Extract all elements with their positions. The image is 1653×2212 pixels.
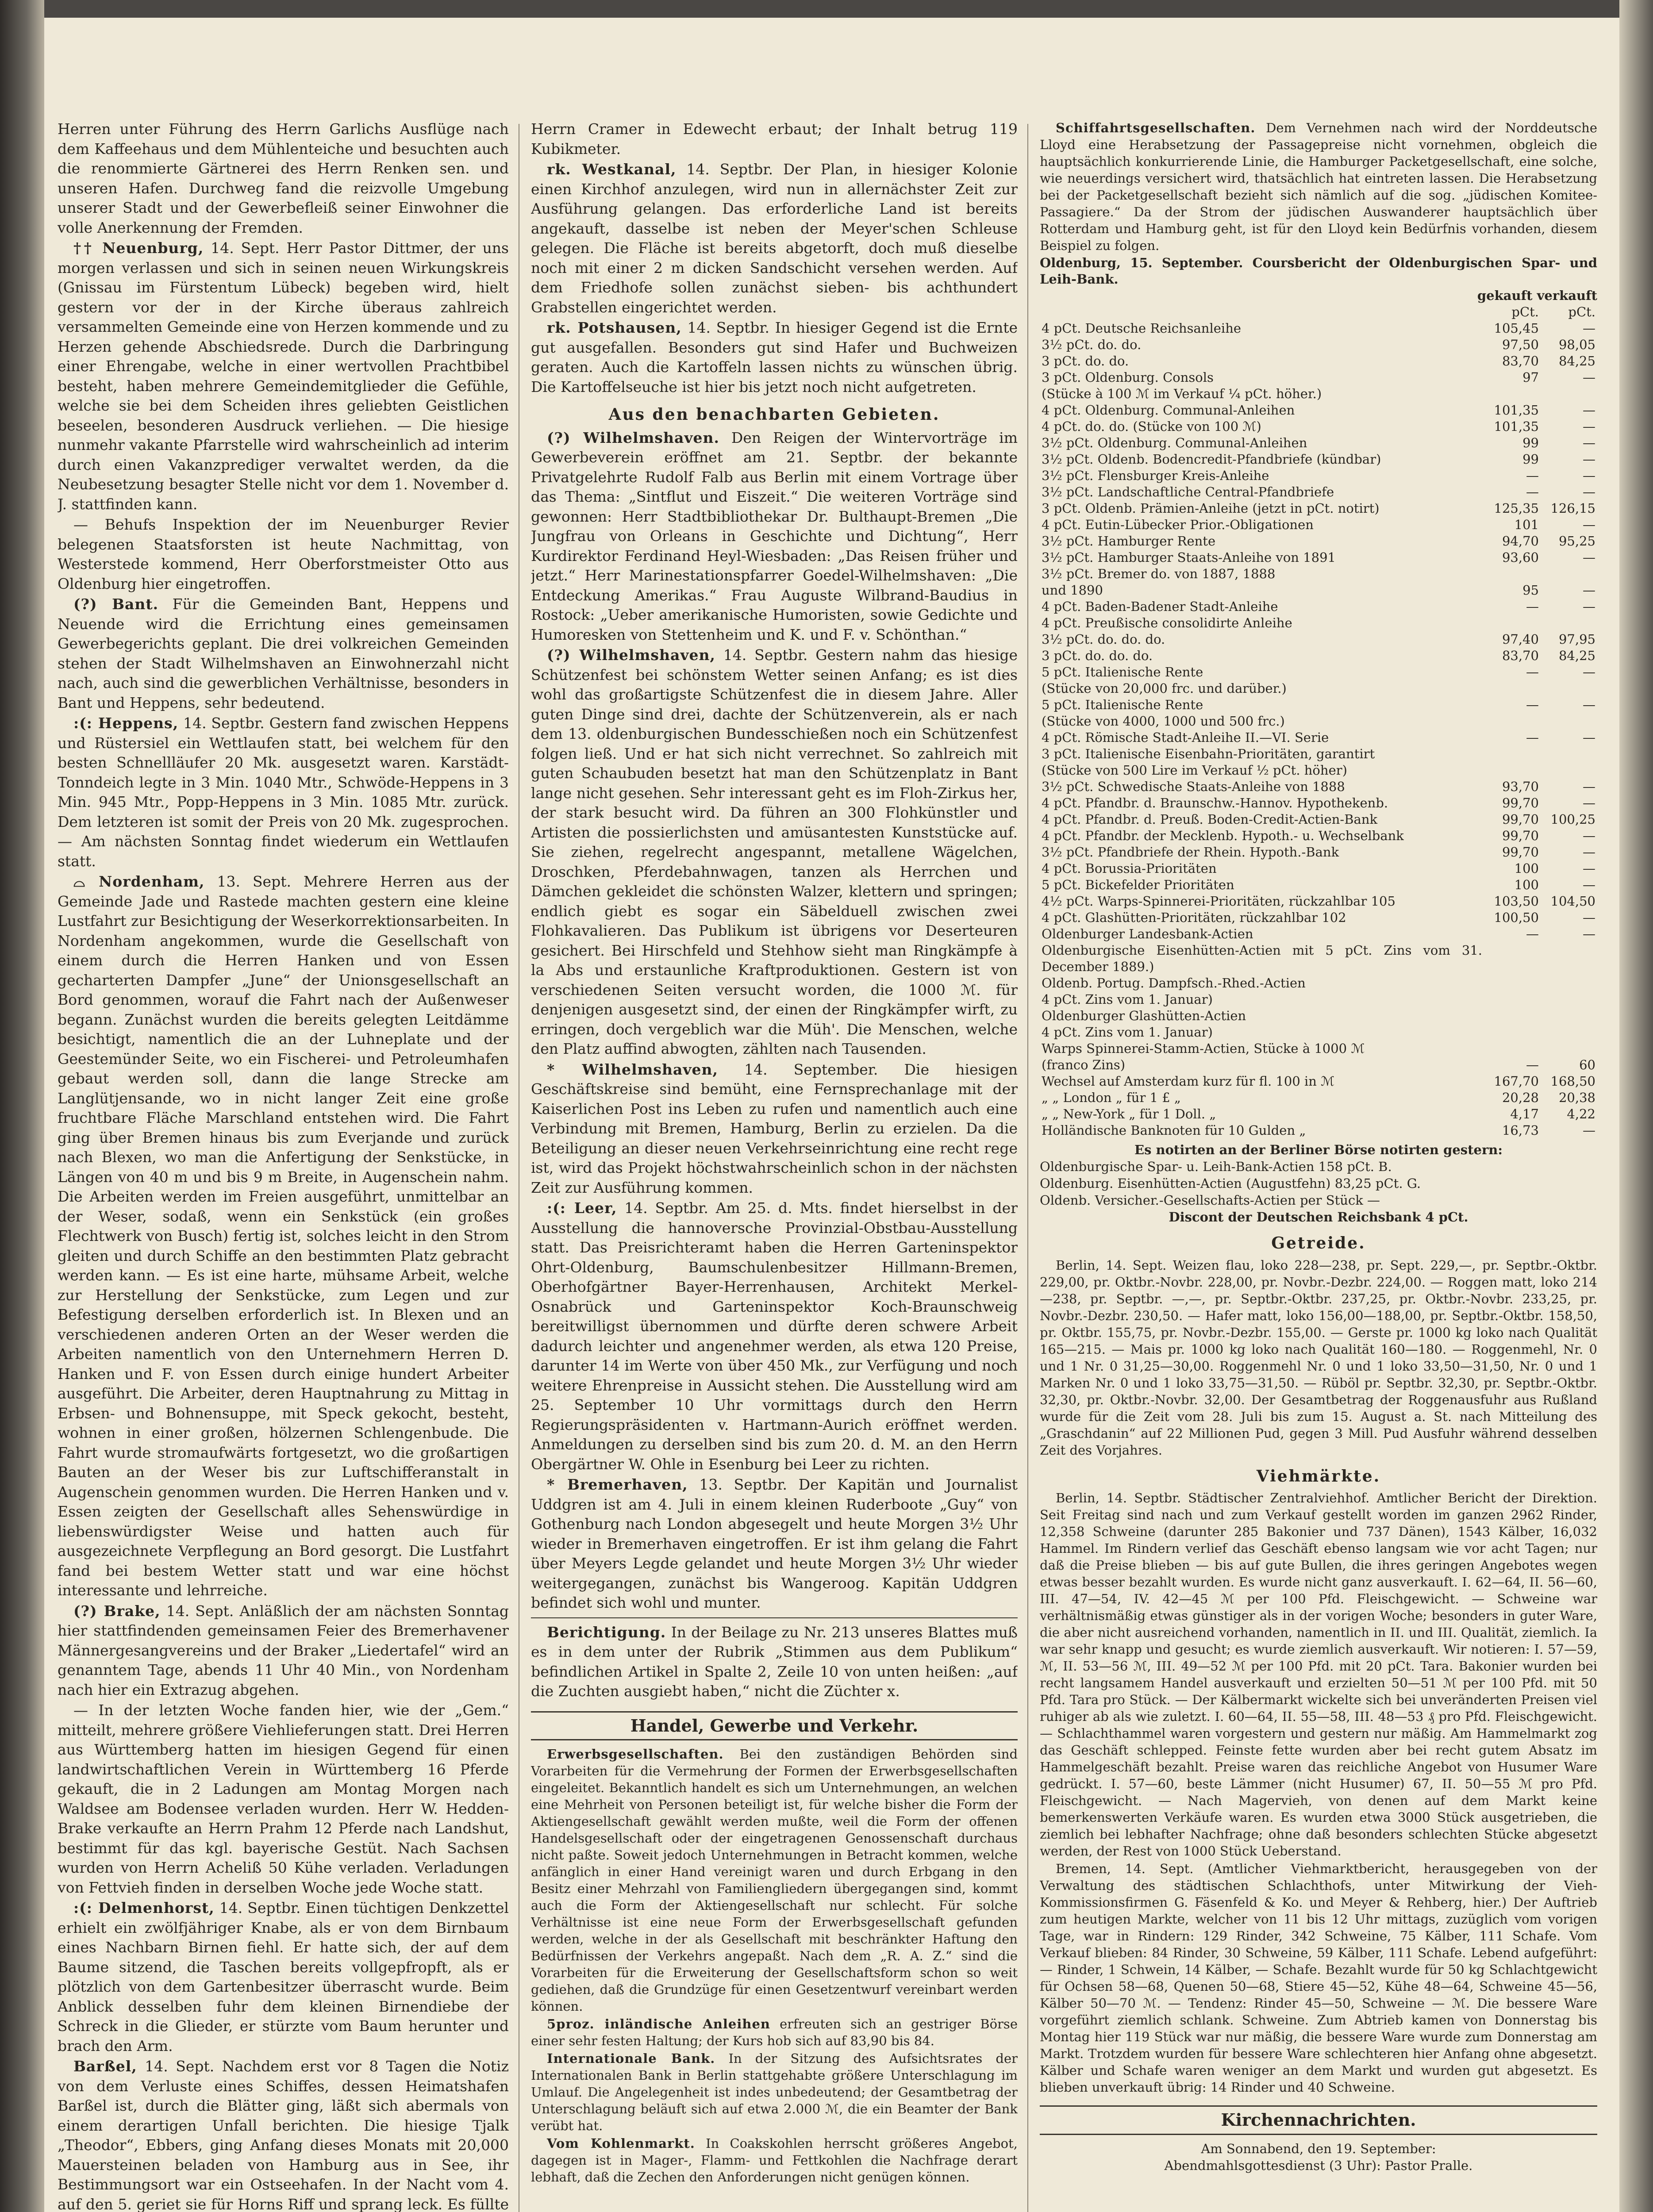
table-row xyxy=(1040,975,1597,991)
table-row xyxy=(1040,631,1597,648)
sold-rate xyxy=(1541,386,1597,402)
security-name: Holländische Banknoten für 10 Gulden „ xyxy=(1042,1123,1306,1138)
dateline: * Wilhelmshaven, xyxy=(547,1060,718,1078)
bought-rate: 97,50 xyxy=(1502,337,1539,352)
dateline: (?) Wilhelmshaven. xyxy=(547,429,720,446)
article-text: Herren unter Führung des Herrn Garlichs Ausflüge nach dem Kaffeehaus und dem Mühlenteiche und besuchten auch die renommierte Gärtnerei des Herrn Renken sen. und unseren Hafen. Durchweg fand die reizvolle Umgebung unserer Stadt und der Gewerbefleiß seiner Einwohner die volle Anerkennung der Fremden. xyxy=(58,120,509,236)
article xyxy=(531,1746,1018,2015)
sold-rate: — xyxy=(1583,599,1595,614)
dateline: rk. Westkanal, xyxy=(547,161,677,178)
bought-rate: 97,40 xyxy=(1502,632,1539,647)
security-name: 3½ pCt. Hamburger Rente xyxy=(1042,534,1216,549)
sold-rate: — xyxy=(1583,845,1595,860)
berlin-line: Oldenburgische Spar- u. Leih-Bank-Actien 158 pCt. B. xyxy=(1040,1159,1392,1174)
sold-rate: — xyxy=(1583,452,1595,467)
security-name: 3 pCt. Oldenb. Prämien-Anleihe (jetzt in pCt. notirt) xyxy=(1042,501,1380,516)
article-text: Den Reigen der Wintervorträge im Gewerbeverein eröffnet am 21. Septbr. der bekannte Privatgelehrte Rudolf Falb aus Berlin mit einem Vortrage über das Thema: „Sintflut und Eiszeit.“ Die weiteren Vorträge sind gewonnen: Herr Stadtbibliothekar Dr. Bulthaupt-Bremen „Die Jungfrau von Orleans in Geschichte und Dichtung“, Herr Kurdirektor Ferdinand Heyl-Wiesbaden: „Das Reisen früher und jetzt.“ Herr Marinestationspfarrer Goedel-Wilhelmshaven: „Die Entdeckung Amerikas.“ Frau Auguste Wilbrand-Baudius in Rostock: „Ueber amerikanische Humoristen, sowie Gedichte und Humoresken von Stettenheim und K. und F. v. Schönthan.“ xyxy=(531,429,1018,643)
article xyxy=(58,595,509,713)
security-name: 4½ pCt. Warps-Spinnerei-Prioritäten, rückzahlbar 105 xyxy=(1042,894,1395,909)
bought-rate xyxy=(1484,1008,1541,1024)
sold-rate: — xyxy=(1583,697,1595,712)
dateline: †† Neuenburg, xyxy=(73,239,204,257)
security-name: 4 pCt. Eutin-Lübecker Prior.-Obligationen xyxy=(1042,517,1314,532)
security-name: 5 pCt. Italienische Rente xyxy=(1042,697,1203,712)
sold-rate xyxy=(1541,680,1597,697)
security-name: 3½ pCt. Pfandbriefe der Rhein. Hypoth.-Bank xyxy=(1042,845,1339,860)
sold-rate: — xyxy=(1583,795,1595,810)
bought-rate xyxy=(1484,1041,1541,1057)
table-row xyxy=(1040,402,1597,419)
table-row xyxy=(1040,730,1597,746)
section-heading: Viehmärkte. xyxy=(1256,1467,1381,1486)
security-name: 4 pCt. do. do. (Stücke von 100 ℳ) xyxy=(1042,419,1261,434)
bought-rate: 94,70 xyxy=(1502,534,1539,549)
article xyxy=(531,2135,1018,2185)
table-row xyxy=(1040,369,1597,386)
bought-rate: 99 xyxy=(1522,435,1539,450)
column-rule xyxy=(1027,124,1028,2212)
article-text: 14. Septbr. Am 25. d. Mts. findet hierselbst in der Ausstellung die hannoversche Provinzial-Obstbau-Ausstellung statt. Das Preisrichteramt haben die Herren Garteninspektor Ohrt-Oldenburg, Baumschulenbesitzer Hillmann-Bremen, Oberhofgärtner Bayer-Herrenhausen, Architekt Merkel-Osnabrück und Garteninspektor Koch-Braunschweig bereitwilligst übernommen und dürfte deren schwere Arbeit dadurch leichter und angenehmer werden, als etwa 120 Preise, darunter 14 im Werte von über 450 Mk., zur Verfügung und noch weitere Ehrenpreise in Aussicht stehen. Die Ausstellung wird am 25. September 10 Uhr vormittags durch den Herrn Regierungspräsidenten v. Hartmann-Aurich eröffnet werden. Anmeldungen zu derselben sind bis zum 20. d. M. an den Herrn Obergärtner W. Ohle in Esenburg bei Leer zu richten. xyxy=(531,1199,1018,1473)
article-text: Für die Gemeinden Bant, Heppens und Neuende wird die Errichtung eines gemeinsamen Gewerbegerichts geplant. Die drei volkreichen Gemeinden stehen der Stadt Wilhelmshaven an Einwohnerzahl nicht nach, auch sind die gewerblichen Verhältnisse, besonders in Bant und Heppens, sehr bedeutend. xyxy=(58,595,509,711)
bought-rate: 99,70 xyxy=(1502,795,1539,810)
dateline: rk. Potshausen, xyxy=(547,319,682,336)
sold-rate: — xyxy=(1583,664,1595,680)
table-row xyxy=(1040,517,1597,533)
bought-rate: — xyxy=(1526,599,1539,614)
dateline: ⌓ Nordenham, xyxy=(73,873,205,890)
article xyxy=(58,714,509,871)
sold-rate: 168,50 xyxy=(1550,1074,1595,1089)
article xyxy=(531,2016,1018,2049)
berlin-heading: Es notirten an der Berliner Börse notirten gestern: xyxy=(1134,1142,1503,1157)
sold-rate: — xyxy=(1583,484,1595,499)
berlin-line: Discont der Deutschen Reichsbank 4 pCt. xyxy=(1169,1210,1468,1225)
table-row xyxy=(1040,910,1597,926)
sold-rate: 98,05 xyxy=(1558,337,1595,352)
table-row xyxy=(1040,1122,1597,1139)
dateline: Barßel, xyxy=(73,2058,137,2075)
bought-rate: 93,60 xyxy=(1502,550,1539,565)
article xyxy=(58,2057,509,2212)
sold-rate: 4,22 xyxy=(1567,1106,1595,1121)
bought-rate xyxy=(1484,615,1541,631)
table-row xyxy=(1040,828,1597,844)
sold-rate: — xyxy=(1583,419,1595,434)
bought-rate: 4,17 xyxy=(1510,1106,1539,1121)
column-3 xyxy=(1040,119,1597,2212)
bought-rate: 83,70 xyxy=(1502,353,1539,369)
bought-rate: 100 xyxy=(1514,877,1539,892)
article-text: 14. Septbr. Gestern fand zwischen Heppens und Rüstersiel ein Wettlaufen statt, bei welchem für den besten Schnellläufer 20 Mk. ausgesetzt waren. Karstädt-Tonndeich legte in 3 Min. 1040 Mtr., Schwöde-Heppens in 3 Min. 945 Mtr., Popp-Heppens in 3 Min. 1085 Mtr. zurück. Dem letzteren ist somit der Preis von 20 Mk. zugesprochen. — Am nächsten Sonntag findet wiederum ein Wettlaufen statt. xyxy=(58,714,509,870)
article xyxy=(58,872,509,1601)
security-name: 4 pCt. Deutsche Reichsanleihe xyxy=(1042,321,1242,336)
table-row xyxy=(1040,991,1597,1008)
article-text: 14. Septbr. Gestern nahm das hiesige Schützenfest bei schönstem Wetter seinen Anfang; es ist dies wohl das großartigste Schützenfest die in diesem Jahre. Aller guten Dinge sind drei, dachte der Schützenverein, als er nach dem 13. oldenburgischen Bundesschießen noch ein Schützenfest folgen ließ. Und er hat sich nicht verrechnet. So zahlreich mit guten Schaubuden besetzt hat man den Schützenplatz in Bant lange nicht gesehen. Sehr interessant geht es im Floh-Zirkus her, der stark besucht wird. Da führen an 300 Flohkünstler und Artisten die possierlichsten und amüsantesten Kunststücke auf. Sie ziehen, regelrecht angespannt, metallene Wägelchen, Droschken, Pferdebahnwagen, tanzen als Herrchen und Dämchen gekleidet die schönsten Walzer, klettern und springen; endlich giebt es sogar ein Säbelduell zwischen zwei Flohkavalieren. Das Publikum ist übrigens vor Deserteuren gesichert. Bei Hirschfeld und Stehhow sieht man Ringkämpfe à la Abs und erstaunliche Kraftproduktionen. Gestern ist von verschiedenen Seiten versucht worden, die 1000 ℳ. für denjenigen ausgesetzt sind, der einen der Ringkämpfer wirft, zu erringen, doch vergeblich war die Müh'. Die Menschen, welche den Platz auffind abwogten, zählten nach Tausenden. xyxy=(531,646,1018,1057)
security-name: 3½ pCt. do. do. do. xyxy=(1042,632,1165,647)
column-header: pCt. xyxy=(1511,304,1539,319)
security-name: Oldenburger Glashütten-Actien xyxy=(1042,1008,1246,1023)
berlin-line: Oldenb. Versicher.-Gesellschafts-Actien per Stück — xyxy=(1040,1193,1380,1208)
bought-rate: — xyxy=(1526,484,1539,499)
sold-rate: 84,25 xyxy=(1558,353,1595,369)
dateline: (?) Wilhelmshaven, xyxy=(547,646,715,664)
sold-rate: — xyxy=(1583,861,1595,876)
security-name: 3 pCt. Italienische Eisenbahn-Prioritäten, garantirt xyxy=(1042,746,1375,761)
sold-rate: 100,25 xyxy=(1550,812,1595,827)
security-name: Oldenburger Landesbank-Actien xyxy=(1042,926,1253,941)
table-row xyxy=(1040,648,1597,664)
article-text: 14. Sept. Nachdem erst vor 8 Tagen die Notiz von dem Verluste eines Schiffes, dessen Heimatshafen Barßel ist, durch die Blätter ging, läßt sich abermals von einem derartigen Unfall berichten. Die hiesige Tjalk „Theodor“, Ebbers, ging Anfang dieses Monats mit 20,000 Mauersteinen beladen von Hamburg aus in See, ihr Bestimmungsort war ein Ostseehafen. In der Nacht vom 4. auf den 5. geriet sie für Horns Riff und sprang leck. Es füllte xyxy=(58,2058,509,2212)
security-name: 4 pCt. Baden-Badener Stadt-Anleihe xyxy=(1042,599,1278,614)
article xyxy=(1040,119,1597,254)
security-name: Oldenburgische Eisenhütten-Actien mit 5 pCt. Zins vom 31. December 1889.) xyxy=(1042,943,1482,974)
article-text: erfreuten sich an gestriger Börse einer sehr festen Haltung; der Kurs hob sich auf 83,90 bis 84. xyxy=(531,2016,1018,2048)
table-row xyxy=(1040,1041,1597,1057)
section-heading: Getreide. xyxy=(1271,1234,1366,1252)
bought-rate: 101,35 xyxy=(1494,419,1539,434)
security-name: 3½ pCt. Bremer do. von 1887, 1888 xyxy=(1042,566,1276,581)
article xyxy=(531,318,1018,397)
table-row xyxy=(1040,500,1597,517)
bought-rate: 101,35 xyxy=(1494,403,1539,418)
divider xyxy=(531,1617,1018,1618)
article xyxy=(531,1475,1018,1613)
sold-rate xyxy=(1541,762,1597,779)
dateline: (?) Bant. xyxy=(73,595,159,613)
section-heading: Aus den benachbarten Gebieten. xyxy=(608,405,940,424)
sold-rate: — xyxy=(1583,550,1595,565)
bought-rate: 101 xyxy=(1514,517,1539,532)
security-name: 3½ pCt. Oldenb. Bodencredit-Pfandbriefe (kündbar) xyxy=(1042,452,1381,467)
sold-rate: — xyxy=(1583,435,1595,450)
table-row xyxy=(1040,746,1597,762)
column-header: pCt. xyxy=(1568,304,1595,319)
security-name: 4 pCt. Pfandbr. der Mecklenb. Hypoth.- u. Wechselbank xyxy=(1042,828,1404,843)
security-name: (Stücke à 100 ℳ im Verkauf ¼ pCt. höher.) xyxy=(1042,386,1322,401)
security-name: 4 pCt. Römische Stadt-Anleihe II.—VI. Serie xyxy=(1042,730,1329,745)
table-row xyxy=(1040,795,1597,811)
rates-body xyxy=(1040,320,1597,1139)
table-header-row xyxy=(1040,304,1597,320)
security-name: Wechsel auf Amsterdam kurz für fl. 100 in ℳ xyxy=(1042,1074,1335,1089)
church-line: Abendmahlsgottesdienst (3 Uhr): Pastor Pralle. xyxy=(1164,2158,1473,2173)
bought-rate xyxy=(1484,942,1541,975)
table-row xyxy=(1040,844,1597,860)
sold-rate: 126,15 xyxy=(1550,501,1595,516)
article-text: 13. Septbr. Der Kapitän und Journalist Uddgren ist am 4. Juli in einem kleinen Ruderboote „Guy“ von Gothenburg nach London abgesegelt und heute Morgen 3½ Uhr wieder in Bremerhaven eingetroffen. Er ist ihm gelang die Fahrt über Meyers Legde gelandet und heute Morgen 3½ Uhr wieder weitergegangen, zunächst bis Wangeroog. Kapitän Uddgren befindet sich wohl und munter. xyxy=(531,1476,1018,1611)
article-text: 14. Septbr. Einen tüchtigen Denkzettel erhielt ein zwölfjähriger Knabe, als er von dem Birnbaum eines Nachbarn Birnen fiehl. Er hatte sich, der auf dem Baume sitzend, die Taschen bereits vollgepfropft, als er plötzlich von dem Gartenbesitzer überrascht wurde. Beim Anblick desselben fuhr dem kleinen Birnendiebe der Schreck in die Glieder, er stürzte vom Baum herunter und brach den Arm. xyxy=(58,1899,509,2055)
sold-rate: — xyxy=(1583,926,1595,941)
table-row xyxy=(1040,484,1597,500)
page-edge-shadow xyxy=(1619,0,1653,2212)
article-text: Herrn Cramer in Edewecht erbaut; der Inhalt betrug 119 Kubikmeter. xyxy=(531,120,1018,157)
security-name: 4 pCt. Pfandbr. d. Braunschw.-Hannov. Hypothekenb. xyxy=(1042,795,1388,810)
table-row xyxy=(1040,533,1597,549)
sold-rate xyxy=(1541,746,1597,762)
security-name: 4 pCt. Zins vom 1. Januar) xyxy=(1042,1025,1213,1040)
bought-rate: — xyxy=(1526,697,1539,712)
table-row xyxy=(1040,1106,1597,1122)
bought-rate xyxy=(1484,713,1541,730)
article-text: — In der letzten Woche fanden hier, wie der „Gem.“ mitteilt, mehrere größere Viehlieferungen statt. Drei Herren aus Württemberg hatten im hiesigen Gegend für einen landwirtschaftlichen Verein in Württemberg 16 Pferde gekauft, die in 2 Ladungen am Montag Morgen nach Waldsee am Bodensee verladen wurden. Herr W. Hedden-Brake verkaufte an Herrn Prahm 12 Pferde nach Landshut, bestimmt für das kgl. bayerische Gestüt. Nach Sachsen wurden von Herrn Acheliß 50 Kühe verladen. Verladungen von Fettvieh finden in derselben Woche jede Woche statt. xyxy=(58,1701,509,1896)
article-text: In der Beilage zu Nr. 213 unseres Blattes muß es in dem unter der Rubrik „Stimmen aus dem Publikum“ befindlichen Artikel in Spalte 2, Zeile 10 von unten heißen: „auf die Zuchten ausgiebt haben,“ nicht die Züchter x. xyxy=(531,1623,1018,1700)
subheading: Internationale Bank. xyxy=(547,2051,715,2066)
sold-rate xyxy=(1541,1041,1597,1057)
security-name: 3½ pCt. do. do. xyxy=(1042,337,1142,352)
security-name: und 1890 xyxy=(1042,583,1103,598)
table-row xyxy=(1040,337,1597,353)
article-text: 13. Sept. Mehrere Herren aus der Gemeinde Jade und Rastede machten gestern eine kleine Lustfahrt zur Besichtigung der Weserkorrektionsarbeiten. In Nordenham angekommen, wurde die Gesellschaft von einem durch die Herren Hanken und von Essen gecharterten Dampfer „June“ der Unionsgesellschaft an Bord genommen, worauf die Fahrt nach der Außenweser begann. Zunächst wurden die bereits gelegten Leitdämme besichtigt, namentlich die an der Luhneplate und der Geestemünder Seite, wo ein Fischerei- und Petroleumhafen gebaut werden soll, dann die lange Strecke am Langlütjensande, wo in nicht langer Zeit eine große fruchtbare Fläche Marschland entstehen wird. Die Fahrt ging über Bremen hinaus bis zum Everjande und zurück nach Blexen, wo man die Anfertigung der Senkstücke, in Längen von 40 m und bis 9 m Breite, in Augenschein nahm. Die Arbeiten werden im Freien ausgeführt, unmittelbar an der Weser, sodaß, wenn ein Senkstück (ein großes Flechtwerk von Busch) fertig ist, solches leicht in den Strom gleiten und durch Schiffe an den bestimmten Platz gebracht werden kann. — Es ist eine harte, mühsame Arbeit, welche zur Herstellung der Senkstücke, zum Legen und zur Befestigung derselben erforderlich ist. In Blexen und an verschiedenen anderen Orten an der Weser werden die Arbeiten namentlich von den Unternehmern Herren D. Hanken und F. von Essen durch einige hundert Arbeiter ausgeführt. Die Arbeiter, deren Hauptnahrung zu Mittag in Erbsen- und Bohnensuppe, mit Speck gekocht, besteht, wohnen in einer großen, hölzernen Schlengenbude. Die Fahrt wurde stromaufwärts fortgesetzt, wo die großartigen Bauten an der Weser bis zur Luftschifferanstalt in Augenschein genommen wurden. Die Herren Hanken und v. Essen zeigten der Gesellschaft alles Sehenswürdige in liebenswürdigster Weise und hatten auch für ausgezeichnete Verpflegung an Bord gesorgt. Die Lustfahrt fand bei bestem Wetter statt und war eine höchst interessante und lehrreiche. xyxy=(58,873,509,1599)
security-name: 4 pCt. Zins vom 1. Januar) xyxy=(1042,992,1213,1007)
subheading: Vom Kohlenmarkt. xyxy=(547,2136,695,2151)
sold-rate: — xyxy=(1583,321,1595,336)
bought-rate xyxy=(1484,1024,1541,1041)
bought-rate: — xyxy=(1526,730,1539,745)
bought-rate: 97 xyxy=(1522,370,1539,385)
bought-rate: 93,70 xyxy=(1502,779,1539,794)
article-text: 14. September. Die hiesigen Geschäftskreise sind bemüht, eine Fernsprechanlage mit der Kaiserlichen Post ins Leben zu rufen und namentlich auch eine Verbindung mit Bremen, Hamburg, Berlin zu erzielen. Da die Beteiligung an dieser neuen Verkehrseinrichtung eine recht rege ist, wird das Projekt höchstwahrscheinlich schon in der nächsten Zeit zur Ausführung kommen. xyxy=(531,1060,1018,1196)
article xyxy=(531,2050,1018,2134)
article-text: In Coakskohlen herrscht größeres Angebot, dagegen ist in Mager-, Flamm- und Fettkohlen die Nachfrage derart lebhaft, daß die Zechen den Anforderungen nicht genügen können. xyxy=(531,2136,1018,2185)
article-text: 14. Sept. Anläßlich der am nächsten Sonntag hier stattfindenden gemeinsamen Feier des Bremerhavener Männergesangvereins und der Braker „Liedertafel“ wird an genanntem Tage, abends 11 Uhr 40 Min., von Nordenham nach hier ein Extrazug abgehen. xyxy=(58,1602,509,1698)
article xyxy=(531,1198,1018,1474)
article-text: 14. Septbr. Der Plan, in hiesiger Kolonie einen Kirchhof anzulegen, wird nun in allernächster Zeit zur Ausführung gelangen. Das erforderliche Land ist bereits angekauft, dasselbe ist neben der Meyer'schen Schleuse gelegen. Die Fläche ist bereits abgetorft, doch muß dieselbe noch mit einer 2 m dicken Sandschicht versehen werden. Auf dem Friedhofe sollen zunächst sieben- bis achthundert Grabstellen eingerichtet werden. xyxy=(531,161,1018,316)
bought-rate xyxy=(1484,762,1541,779)
sold-rate: 20,38 xyxy=(1558,1090,1595,1105)
bought-rate: 103,50 xyxy=(1494,894,1539,909)
table-row xyxy=(1040,697,1597,713)
table-row xyxy=(1040,1057,1597,1073)
sold-rate: — xyxy=(1583,1123,1595,1138)
bought-rate: — xyxy=(1526,1057,1539,1072)
sold-rate xyxy=(1541,942,1597,975)
sold-rate: — xyxy=(1583,877,1595,892)
article-text: In der Sitzung des Aufsichtsrates der Internationalen Bank in Berlin stattgehabte größere Unterschlagung im Umlauf. Die Angelegenheit ist indes unbedeutend; der Gesamtbetrag der Unterschlagung beläuft sich auf etwa 2.000 ℳ, die ein Beamter der Bank verübt hat. xyxy=(531,2051,1018,2133)
sold-rate: 84,25 xyxy=(1558,648,1595,663)
bought-rate: 99,70 xyxy=(1502,812,1539,827)
bought-rate xyxy=(1484,566,1541,582)
sold-rate: 97,95 xyxy=(1558,632,1595,647)
article xyxy=(58,1898,509,2056)
security-name: (Stücke von 500 Lire im Verkauf ½ pCt. höher) xyxy=(1042,763,1347,778)
table-row xyxy=(1040,386,1597,402)
table-row xyxy=(1040,860,1597,877)
exchange-rates-table xyxy=(1040,304,1597,1139)
sold-rate: — xyxy=(1583,403,1595,418)
sold-rate: — xyxy=(1583,779,1595,794)
table-row xyxy=(1040,926,1597,942)
table-row xyxy=(1040,599,1597,615)
sold-rate: — xyxy=(1583,370,1595,385)
dateline: * Bremerhaven, xyxy=(547,1476,688,1493)
article xyxy=(531,428,1018,645)
security-name: 3½ pCt. Flensburger Kreis-Anleihe xyxy=(1042,468,1269,483)
table-row xyxy=(1040,893,1597,910)
security-name: „ „ New-York „ für 1 Doll. „ xyxy=(1042,1106,1216,1121)
newspaper-page xyxy=(44,18,1619,2212)
bought-rate: 20,28 xyxy=(1502,1090,1539,1105)
sold-rate: — xyxy=(1583,730,1595,745)
subheading: Erwerbsgesellschaften. xyxy=(547,1747,724,1762)
security-name: 4 pCt. Pfandbr. d. Preuß. Boden-Credit-Actien-Bank xyxy=(1042,812,1378,827)
table-row xyxy=(1040,468,1597,484)
dateline: :(: Heppens, xyxy=(73,714,179,732)
column-2 xyxy=(531,119,1018,2212)
table-row xyxy=(1040,320,1597,337)
bought-rate: 105,45 xyxy=(1494,321,1539,336)
dateline: :(: Leer, xyxy=(547,1199,617,1217)
article xyxy=(531,160,1018,317)
subheading: Schiffahrtsgesellschaften. xyxy=(1056,120,1256,135)
bought-rate: — xyxy=(1526,468,1539,483)
bought-rate: 99 xyxy=(1522,452,1539,467)
bought-rate: 16,73 xyxy=(1502,1123,1539,1138)
table-row xyxy=(1040,942,1597,975)
security-name: „ „ London „ für 1 £ „ xyxy=(1042,1090,1181,1105)
subheading: 5proz. inländische Anleihen xyxy=(547,2016,771,2032)
sold-rate: — xyxy=(1583,517,1595,532)
bought-rate: 100 xyxy=(1514,861,1539,876)
dateline: Berichtigung. xyxy=(547,1623,666,1641)
security-name: 4 pCt. Glashütten-Prioritäten, rückzahlbar 102 xyxy=(1042,910,1346,925)
security-name: 4 pCt. Borussia-Prioritäten xyxy=(1042,861,1217,876)
sold-rate xyxy=(1541,1024,1597,1041)
table-row xyxy=(1040,615,1597,631)
table-row xyxy=(1040,1008,1597,1024)
bought-rate: — xyxy=(1526,926,1539,941)
table-row xyxy=(1040,451,1597,468)
table-row xyxy=(1040,762,1597,779)
correction-notice xyxy=(531,1623,1018,1701)
table-row xyxy=(1040,664,1597,680)
security-name: 4 pCt. Preußische consolidirte Anleihe xyxy=(1042,615,1292,630)
book-binding-shadow xyxy=(0,0,44,2212)
article-text: Berlin, 14. Septbr. Städtischer Zentralviehhof. Amtlicher Bericht der Direktion. Seit Freitag sind nach und zum Verkauf gestellt worden im ganzen 2962 Rinder, 12,358 Schweine (darunter 285 Bakonier und 737 Dänen), 1543 Kälber, 16,032 Hammel. Im Rindern verlief das Geschäft ebenso langsam wie vor acht Tagen; nur daß die Preise blieben — bis auf gute Bullen, die ihres geringen Angebotes wegen etwas besser bezahlt wurden. Es wurde nicht ganz ausverkauft. I. 62—64, II. 56—60, III. 47—54, IV. 42—45 ℳ per 100 Pfd. Fleischgewicht. — Schweine war verhältnismäßig etwas günstiger als in der vorigen Woche; besonders in guter Ware, die aber nicht ausreichend vorhanden, namentlich in II. und III. Qualität, ziemlich. Ia war sehr knapp und gesucht; es wurde ziemlich ausverkauft. Wir notieren: I. 57—59, ℳ, II. 53—56 ℳ, III. 49—52 ℳ per 100 Pfd. mit 20 pCt. Tara. Bakonier wurden bei recht langsamem Handel ausverkauft und erzielten 50—51 ℳ per 100 Pfd. mit 50 Pfd. Tara pro Stück. — Der Kälbermarkt wickelte sich bei unveränderten Preisen viel ruhiger ab als wie zuletzt. I. 60—64, II. 55—58, III. 48—53 ₰ pro Pfd. Fleischgewicht. — Schlachthammel waren vorgestern und gestern nur mäßig. Am Hammelmarkt zog das Geschäft schlepped. Feinste fette wurden aber bei recht gutem Absatz im Hammelgeschäft bezahlt. Preise waren das reichliche Angebot von Husumer Ware gedrückt. I. 57—60, beste Lämmer (nicht Husumer) 67, II. 50—55 ℳ pro Pfd. Fleischgewicht. — Nach Magervieh, von denen auf dem Markt keine bemerkenswerten Verkäufe waren. Es wurden etwa 3000 Stück ausgetrieben, die ziemlich bei lebhafter Nachfrage; ohne daß besonders schlechten Stücke abgesetzt werden, der Rest von 1000 Stück Ueberstand. xyxy=(1040,1490,1597,1859)
security-name: 3½ pCt. Hamburger Staats-Anleihe von 1891 xyxy=(1042,550,1336,565)
article-text: Dem Vernehmen nach wird der Norddeutsche Lloyd eine Herabsetzung der Passagepreise nicht vornehmen, obgleich die hauptsächlich konkurrierende Linie, die Hamburger Packetgesellschaft, eine solche, wie neuerdings versichert wird, thatsächlich hat eintreten lassen. Die Herabsetzung bei der Packetgesellschaft bezieht sich nämlich auf die sog. „jüdischen Komitee-Passagiere.“ Da der Strom der jüdischen Auswanderer hauptsächlich über Rotterdam und Hamburg geht, ist für den Lloyd kein Bedürfnis vorhanden, diesem Beispiel zu folgen. xyxy=(1040,120,1597,253)
bought-rate: 99,70 xyxy=(1502,845,1539,860)
rates-subheading: gekauft verkauft xyxy=(1477,288,1597,303)
table-row xyxy=(1040,582,1597,599)
security-name: 3 pCt. do. do. do. xyxy=(1042,648,1153,663)
sold-rate: 60 xyxy=(1579,1057,1595,1072)
sold-rate xyxy=(1541,566,1597,582)
sold-rate: — xyxy=(1583,910,1595,925)
article-text: Berlin, 14. Sept. Weizen flau, loko 228—238, pr. Sept. 229,—, pr. Septbr.-Oktbr. 229,00, pr. Oktbr.-Novbr. 228,00, pr. Novbr.-Dezbr. 224,00. — Roggen matt, loko 214—238, pr. Septbr. —,—, pr. Septbr.-Oktbr. 237,25, pr. Oktbr.-Novbr. 233,25, pr. Novbr.-Dezbr. 230,50. — Hafer matt, loko 156,00—188,00, pr. Septbr.-Oktbr. 158,50, pr. Oktbr. 155,75, pr. Novbr.-Dezbr. 155,00. — Gerste pr. 1000 kg loko nach Qualität 165—215. — Mais pr. 1000 kg loko nach Qualität 160—180. — Roggenmehl, Nr. 0 und 1 Nr. 0 31,25—30,00. Roggenmehl Nr. 0 und 1 loko 33,50—31,50, Nr. 0 und 1 Marken Nr. 0 und 1 loko 33,75—31,50. — Rüböl pr. Septbr. 32,30, pr. Septbr.-Oktbr. 32,30, pr. Oktbr.-Novbr. 32,00. Der Gesamtbetrag der Roggenausfuhr aus Rußland wurde für die Zeit vom 28. Juli bis zum 15. August a. St. nach Mitteilung des „Graschdanin“ auf 22 Millionen Pud, gegen 3 Mill. Pud Ausfuhr während desselben Zeit des Vorjahres. xyxy=(1040,1257,1597,1458)
sold-rate: 104,50 xyxy=(1550,894,1595,909)
table-row xyxy=(1040,419,1597,435)
article xyxy=(531,1060,1018,1198)
berlin-line: Oldenburg. Eisenhütten-Actien (Augustfehn) 83,25 pCt. G. xyxy=(1040,1176,1421,1191)
security-name: 3 pCt. Oldenburg. Consols xyxy=(1042,370,1214,385)
rates-heading: Oldenburg, 15. September. Coursbericht der Oldenburgischen Spar- und Leih-Bank. xyxy=(1040,255,1597,287)
article-text: 14. Septbr. In hiesiger Gegend ist die Ernte gut ausgefallen. Besonders gut sind Hafer und Buchweizen geraten. Auch die Kartoffeln lassen nichts zu wünschen übrig. Die Kartoffelseuche ist hier bis jetzt noch nicht aufgetreten. xyxy=(531,319,1018,396)
column-1 xyxy=(58,119,509,2212)
sold-rate xyxy=(1541,713,1597,730)
article xyxy=(58,238,509,514)
article-text: Bremen, 14. Sept. (Amtlicher Viehmarktbericht, herausgegeben von der Verwaltung des städtischen Schlachthofs, unter Mitwirkung der Vieh-Kommissionsfirmen G. Fäsenfeld & Ko. und Meyer & Rehberg, hier.) Der Auftrieb zum heutigen Markte, welcher von 11 bis 12 Uhr mittags, zuzüglich vom vorigen Tage, war in Rindern: 129 Rinder, 342 Schweine, 75 Kälber, 111 Schafe. Vom Verkauf blieben: 84 Rinder, 30 Schweine, 59 Kälber, 111 Schafe. Lebend aufgeführt: — Rinder, 1 Schwein, 14 Kälber, — Schafe. Bezahlt wurde für 50 kg Schlachtgewicht für Ochsen 58—68, Quenen 50—68, Stiere 45—52, Kühe 48—64, Schweine 45—56, Kälber 50—70 ℳ. — Tendenz: Rinder 45—50, Schweine — ℳ. Die bessere Ware vorgeführt ziemlich schlank. Schweine. Zum Abtrieb kamen von Donnerstag bis Montag hier 119 Stück war nur mäßig, die bessere Ware wurde zum Donnerstag am Markt. Trotzdem wurden für bessere Ware schlechteren hier Anfang ohne abgesetzt. Kälber und Schafe waren weniger an dem Markt und wurden gut abgesetzt. Es blieben unverkauft übrig: 14 Rinder und 40 Schweine. xyxy=(1040,1861,1597,2095)
table-row xyxy=(1040,1073,1597,1090)
security-name: Oldenb. Portug. Dampfsch.-Rhed.-Actien xyxy=(1042,975,1306,991)
bought-rate xyxy=(1484,746,1541,762)
table-row xyxy=(1040,435,1597,451)
section-heading: Handel, Gewerbe und Verkehr. xyxy=(531,1711,1018,1741)
security-name: Warps Spinnerei-Stamm-Actien, Stücke à 1000 ℳ xyxy=(1042,1041,1365,1056)
sold-rate: 95,25 xyxy=(1558,534,1595,549)
bought-rate xyxy=(1484,386,1541,402)
sold-rate xyxy=(1541,975,1597,991)
security-name: 3½ pCt. Landschaftliche Central-Pfandbriefe xyxy=(1042,484,1334,499)
security-name: 4 pCt. Oldenburg. Communal-Anleihen xyxy=(1042,403,1295,418)
security-name: 3½ pCt. Oldenburg. Communal-Anleihen xyxy=(1042,435,1307,450)
table-row xyxy=(1040,779,1597,795)
bought-rate xyxy=(1484,975,1541,991)
table-row xyxy=(1040,713,1597,730)
sold-rate: — xyxy=(1583,468,1595,483)
article xyxy=(531,645,1018,1059)
table-row xyxy=(1040,1024,1597,1041)
section-heading: Kirchennachrichten. xyxy=(1040,2105,1597,2135)
bought-rate: 83,70 xyxy=(1502,648,1539,663)
bought-rate: 95 xyxy=(1522,583,1539,598)
table-row xyxy=(1040,877,1597,893)
sold-rate: — xyxy=(1583,828,1595,843)
dateline: (?) Brake, xyxy=(73,1602,161,1620)
article-text: 14. Sept. Herr Pastor Dittmer, der uns morgen verlassen und sich in seinen neuen Wirkungskreis (Gnissau im Fürstentum Lübeck) begeben wird, hielt gestern vor der in der Kirche überaus zahlreich versammelten Gemeinde eine von Herzen kommende und zu Herzen gehende Abschiedsrede. Durch die Darbringung einer Ehrengabe, welche in einer wertvollen Prachtbibel besteht, haben mehrere Gemeindemitglieder die Gefühle, welche sie bei dem Scheiden ihres geliebten Geistlichen beseelen, besonderen Ausdruck verliehen. — Die hiesige nunmehr vakante Pfarrstelle wird wahrscheinlich ad interim durch einen Vakanzprediger verwaltet werden, da die Neubesetzung besagter Stelle nicht vor dem 1. November d. J. stattfinden kann. xyxy=(58,239,509,513)
table-row xyxy=(1040,680,1597,697)
table-row xyxy=(1040,353,1597,369)
table-row xyxy=(1040,549,1597,566)
security-name: (Stücke von 20,000 frc. und darüber.) xyxy=(1042,681,1287,696)
article-text: Bei den zuständigen Behörden sind Vorarbeiten für die Vermehrung der Formen der Erwerbsgesellschaften eingeleitet. Bekanntlich handelt es sich um Unternehmungen, an welchen eine Mehrheit von Personen beteiligt ist, für welche bisher die Form der Aktiengesellschaft gewählt werden mußte, weil die Form der offenen Handelsgesellschaft oder der eingetragenen Genossenschaft durchaus nicht paßte. Soweit jedoch Unternehmungen in Betracht kommen, welche anfänglich in einer Hand vereinigt waren und durch Erbgang in den Besitz einer Mehrzahl von Familiengliedern übergegangen sind, kommt auch die Form der Aktiengesellschaft nur schlecht. Für solche Verhältnisse ist eine neue Form der Erwerbsgesellschaft gefunden werden, welche in der als Gesellschaft mit beschränkter Haftung den Bedürfnissen der Verkehrs angepaßt. Nach dem „R. A. Z.“ sind die Vorarbeiten für die Erweiterung der Gesellschaftsform schon so weit gediehen, daß die Grundzüge für einen Gesetzentwurf vereinbart werden können. xyxy=(531,1747,1018,2014)
bought-rate: 100,50 xyxy=(1494,910,1539,925)
bought-rate: 99,70 xyxy=(1502,828,1539,843)
sold-rate xyxy=(1541,1008,1597,1024)
bought-rate: 167,70 xyxy=(1494,1074,1539,1089)
table-row xyxy=(1040,566,1597,582)
article xyxy=(58,1601,509,1700)
table-row xyxy=(1040,1090,1597,1106)
bought-rate: — xyxy=(1526,664,1539,680)
security-name: 3 pCt. do. do. xyxy=(1042,353,1129,369)
church-line: Am Sonnabend, den 19. September: xyxy=(1201,2141,1436,2156)
security-name: (Stücke von 4000, 1000 und 500 frc.) xyxy=(1042,714,1285,729)
dateline: :(: Delmenhorst, xyxy=(73,1899,215,1916)
security-name: 3½ pCt. Schwedische Staats-Anleihe von 1888 xyxy=(1042,779,1345,794)
sold-rate xyxy=(1541,615,1597,631)
security-name: 5 pCt. Bickefelder Prioritäten xyxy=(1042,877,1234,892)
column-header xyxy=(1040,304,1484,320)
bought-rate: 125,35 xyxy=(1494,501,1539,516)
sold-rate xyxy=(1541,991,1597,1008)
sold-rate: — xyxy=(1583,583,1595,598)
security-name: (franco Zins) xyxy=(1042,1057,1126,1072)
security-name: 5 pCt. Italienische Rente xyxy=(1042,664,1203,680)
article-text: — Behufs Inspektion der im Neuenburger Revier belegenen Staatsforsten ist heute Nachmittag, von Westerstede kommend, Herr Oberforstmeister Otto aus Oldenburg hier eingetroffen. xyxy=(58,516,509,592)
bought-rate xyxy=(1484,680,1541,697)
bought-rate xyxy=(1484,991,1541,1008)
table-row xyxy=(1040,811,1597,828)
